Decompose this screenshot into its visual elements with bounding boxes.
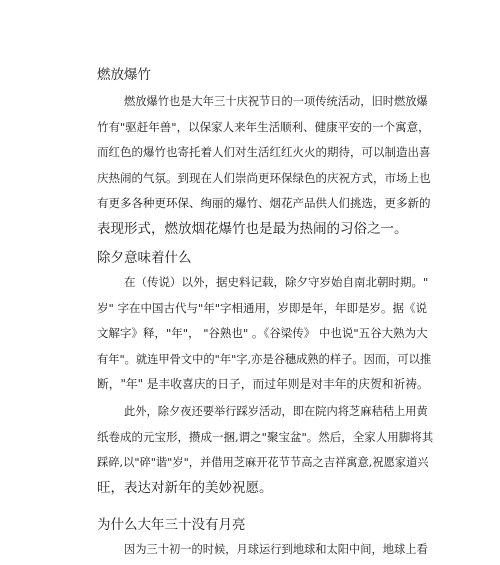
paragraph-line: 断，"年" 是丰收喜庆的日子，而过年则是对丰年的庆贺和祈祷。: [97, 377, 429, 391]
paragraph-no-moon: [97, 537, 433, 563]
section-title-new-years-eve: 除夕意味着什么: [97, 250, 192, 266]
paragraph-cai-sui: [97, 399, 433, 501]
paragraph-line: 纸卷成的元宝形，攒成一捆,谓之"聚宝盆"。然后，全家人用脚将其: [97, 429, 434, 444]
paragraph-fireworks: [97, 89, 433, 242]
paragraph-line: 有年"。就连甲骨文中的"年"字,亦是谷穗成熟的样子。因而，可以推: [97, 352, 432, 366]
paragraph-line: 因为三十初一的时候，月球运行到地球和太阳中间，地球上看: [124, 543, 428, 556]
paragraph-new-years-eve-history: [97, 270, 433, 398]
section-title-no-moon: 为什么大年三十没有月亮: [97, 517, 246, 533]
paragraph-line: 庆热闹的气氛。到现在人们崇尚更环保绿色的庆祝方式，市场上也: [97, 170, 431, 185]
paragraph-line: 表现形式，燃放烟花爆竹也是最为热闹的习俗之一。: [97, 220, 408, 237]
paragraph-line: 踩碎,以"碎"谐"岁"，并借用芝麻开花节节高之吉祥寓意,祝愿家道兴: [97, 456, 429, 469]
paragraph-line: 在（传说）以外，据史料记载，除夕守岁始自南北朝时期。": [124, 275, 429, 289]
paragraph-line: 旺，表达对新年的美妙祝愿。: [97, 479, 273, 496]
paragraph-line: 燃放爆竹也是大年三十庆祝节日的一项传统活动，旧时燃放爆: [124, 95, 428, 108]
paragraph-line: 文解字》释，"年"， "谷熟也" 。《谷梁传》 中也说"五谷大熟为大: [97, 326, 428, 340]
paragraph-line: 岁" 字在中国古代与"年"字相通用，岁即是年，年即是岁。据《说: [97, 300, 428, 315]
paragraph-line: 而红色的爆竹也寄托着人们对生活红红火火的期待，可以制造出喜: [97, 145, 431, 159]
paragraph-line: 竹有"驱赶年兽"，以保家人来年生活顺利、健康平安的一个寓意，: [97, 119, 430, 134]
paragraph-line: 有更多各种更环保、绚丽的爆竹、烟花产品供人们挑选，更多新的: [97, 196, 431, 210]
paragraph-line: 此外，除夕夜还要举行踩岁活动，即在院内将芝麻秸秸上用黄: [124, 405, 428, 418]
section-title-fireworks: 燃放爆竹: [97, 67, 151, 83]
